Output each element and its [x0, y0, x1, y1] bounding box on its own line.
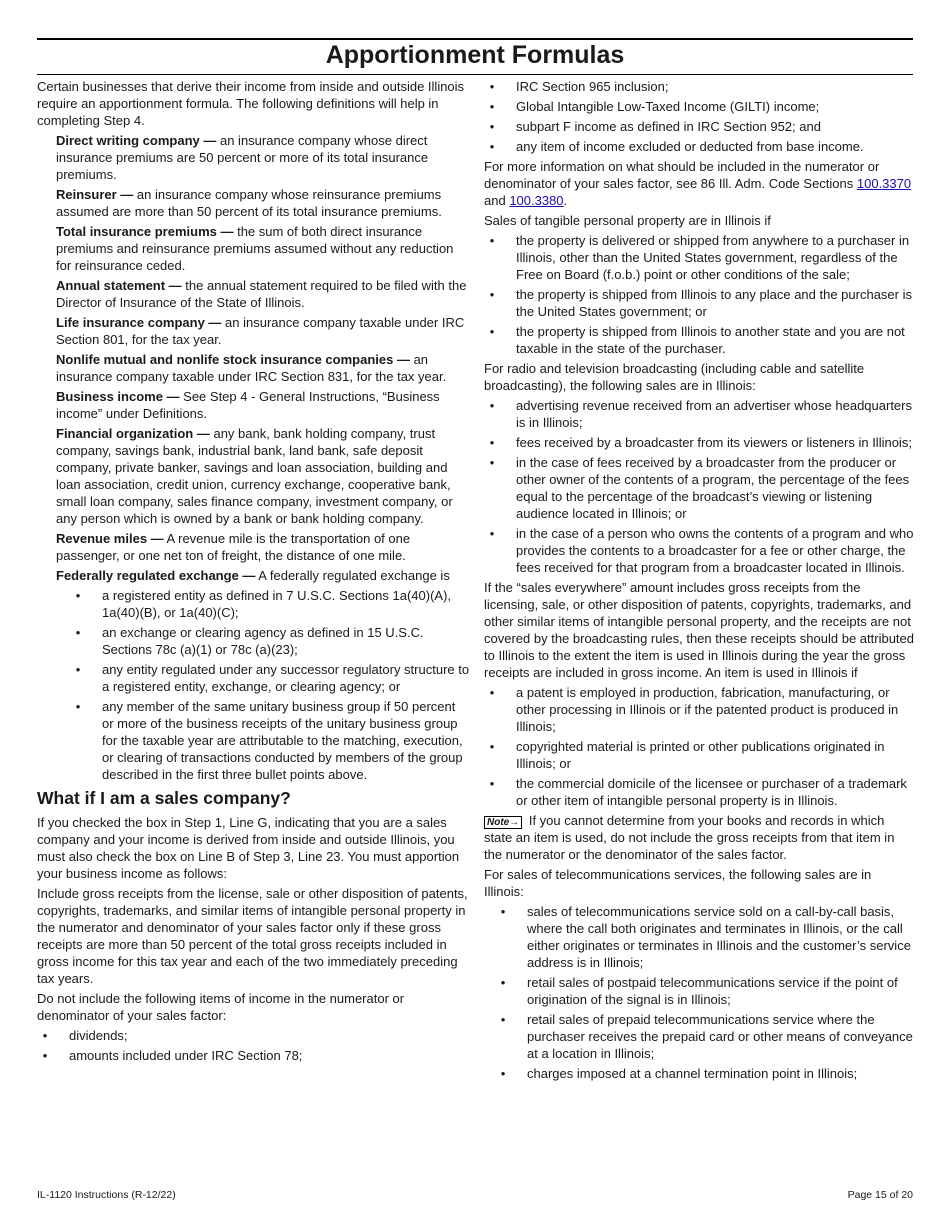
definition-term: Business income —	[56, 389, 180, 404]
footer-form-id: IL-1120 Instructions (R-12/22)	[37, 1189, 176, 1201]
exchange-bullet-text: an exchange or clearing agency as defined in 15 U.S.C. Sections 78c (a)(1) or 78c (a)(23);	[102, 625, 424, 657]
sales-paragraph-1: If you checked the box in Step 1, Line G, indicating that you are a sales company and your income is derived from inside and outside Illinois, you must also check the box on Line B of Step 3, Line 23. You must apportion your business income as follows:	[37, 815, 460, 881]
exclude-bullet-list	[37, 1027, 470, 1064]
exclude-bullet-text: subpart F income as defined in IRC Section 952; and	[516, 119, 821, 134]
exclude-bullet-text: amounts included under IRC Section 78;	[69, 1048, 303, 1063]
exclude-bullet	[37, 1027, 470, 1044]
bullet-icon: •	[500, 975, 506, 990]
exclude-bullet-text: IRC Section 965 inclusion;	[516, 79, 669, 94]
title-rule	[37, 74, 913, 75]
definition-term: Nonlife mutual and nonlife stock insurance companies —	[56, 352, 410, 367]
exclude-bullet-list-continued	[484, 78, 914, 155]
definition-text: A revenue mile is the transportation of one passenger, or one net ton of freight, the distance of one mile.	[56, 531, 411, 563]
definition-item	[37, 388, 470, 422]
exchange-bullet-text: any entity regulated under any successor regulatory structure to a registered entity, exchange, or clearing agency; or	[102, 662, 470, 694]
bullet-icon: •	[489, 398, 495, 413]
bullet-icon: •	[489, 79, 495, 94]
broadcast-bullet-text: in the case of a person who owns the contents of a program and who provides the contents to a broadcaster for a fee or other charge, the fees received for that program from a broadcaster located in Illinois.	[516, 526, 914, 575]
broadcast-bullet	[484, 397, 914, 431]
definition-term: Life insurance company —	[56, 315, 222, 330]
bullet-icon: •	[75, 588, 81, 603]
definition-item	[37, 186, 470, 220]
definition-item	[37, 132, 470, 183]
exclude-bullet	[484, 118, 914, 135]
left-column	[37, 78, 470, 1067]
bullet-icon: •	[75, 699, 81, 714]
broadcast-bullet-text: advertising revenue received from an advertiser whose headquarters is in Illinois;	[516, 398, 912, 430]
exclude-bullet	[484, 98, 914, 115]
bullet-icon: •	[489, 119, 495, 134]
used-in-illinois-bullet-list	[484, 684, 914, 809]
definition-term: Financial organization —	[56, 426, 210, 441]
definition-term: Reinsurer —	[56, 187, 134, 202]
tangible-intro: Sales of tangible personal property are in Illinois if	[484, 213, 771, 228]
definition-text: the annual statement required to be filed with the Director of Insurance of the State of Illinois.	[56, 278, 467, 310]
intro-paragraph: Certain businesses that derive their income from inside and outside Illinois require an apportionment formula. The following definitions will help in completing Step 4.	[37, 79, 465, 128]
bullet-icon: •	[489, 139, 495, 154]
broadcast-bullet-text: fees received by a broadcaster from its viewers or listeners in Illinois;	[516, 435, 912, 450]
exchange-bullet-list	[37, 587, 470, 783]
definition-item	[37, 314, 470, 348]
tangible-bullet-text: the property is shipped from Illinois to any place and the purchaser is the United States government; or	[516, 287, 912, 319]
tangible-bullet-list	[484, 232, 914, 357]
telecom-bullet-text: sales of telecommunications service sold on a call-by-call basis, where the call both originates and terminates in Illinois, or the call either originates or terminates in Illinois and the customer’s service address is in Illinois;	[527, 904, 911, 970]
bullet-icon: •	[489, 455, 495, 470]
bullet-icon: •	[489, 287, 495, 302]
definition-item	[37, 277, 470, 311]
telecom-bullet-text: retail sales of prepaid telecommunications service where the purchaser receives the prepaid card or other means of conveyance at a location in Illinois;	[527, 1012, 913, 1061]
definition-term: Federally regulated exchange —	[56, 568, 256, 583]
definition-text: an insurance company taxable under IRC Section 801, for the tax year.	[56, 315, 465, 347]
used-bullet-text: the commercial domicile of the licensee or purchaser of a trademark or other item of intangible personal property is in Illinois.	[516, 776, 907, 808]
bullet-icon: •	[489, 739, 495, 754]
section-heading: What if I am a sales company?	[37, 788, 291, 808]
definition-text: See Step 4 - General Instructions, “Business income” under Definitions.	[56, 389, 440, 421]
definition-text: any bank, bank holding company, trust company, savings bank, industrial bank, land bank, safe deposit company, private banker, savings and loan association, building and loan association, credit union, currency exchange, cooperative bank, small loan company, sales finance company, investment company, or any person which is owned by a bank or bank holding company.	[56, 426, 453, 526]
exclude-bullet-text: any item of income excluded or deducted from base income.	[516, 139, 864, 154]
definition-text: A federally regulated exchange is	[255, 568, 450, 583]
tangible-bullet-text: the property is shipped from Illinois to another state and you are not taxable in the state of the purchaser.	[516, 324, 905, 356]
used-bullet	[484, 738, 914, 772]
sales-everywhere-paragraph: If the “sales everywhere” amount includes gross receipts from the licensing, sale, or other disposition of patents, copyrights, trademarks, and other similar items of intangible personal property, and the receipts are not covered by the broadcasting rules, then these receipts should be attributed to Illinois to the extent the item is used in Illinois during the year the gross receipts are included in gross income. An item is used in Illinois if	[484, 580, 914, 680]
code-section-link-100-3370[interactable]: 100.3370	[856, 176, 912, 191]
tangible-bullet-text: the property is delivered or shipped from anywhere to a purchaser in Illinois, other than the United States government, regardless of the Free on Board (f.o.b.) point or other conditions of the sale;	[516, 233, 910, 282]
bullet-icon: •	[75, 662, 81, 677]
used-bullet-text: copyrighted material is printed or other publications originated in Illinois; or	[516, 739, 885, 771]
telecom-intro: For sales of telecommunications services, the following sales are in Illinois:	[484, 867, 872, 899]
bullet-icon: •	[489, 324, 495, 339]
bullet-icon: •	[489, 99, 495, 114]
definition-item	[37, 567, 470, 584]
definition-item	[37, 530, 470, 564]
exclude-bullet	[484, 78, 914, 95]
definitions-list	[37, 132, 470, 584]
telecom-bullet-text: charges imposed at a channel termination point in Illinois;	[527, 1066, 858, 1081]
exchange-bullet	[37, 624, 470, 658]
right-column	[484, 78, 914, 1085]
broadcast-bullet-list	[484, 397, 914, 576]
exchange-bullet	[37, 698, 470, 783]
definition-text: an insurance company whose direct insurance premiums are 50 percent or more of its total insurance premiums.	[56, 133, 429, 182]
telecom-bullet	[484, 974, 914, 1008]
bullet-icon: •	[42, 1048, 48, 1063]
exchange-bullet-text: a registered entity as defined in 7 U.S.C. Sections 1a(40)(A), 1a(40)(B), or 1a(40)(C);	[102, 588, 452, 620]
tangible-bullet	[484, 232, 914, 283]
definition-term: Direct writing company —	[56, 133, 217, 148]
exclude-bullet	[37, 1047, 470, 1064]
sales-paragraph-2: Include gross receipts from the license, sale or other disposition of patents, copyrights, trademarks, and similar items of intangible personal property in the numerator and denominator of your sales factor only if these gross receipts are more than 50 percent of the total gross receipts included in gross income for this tax year and each of the two immediately preceding tax years.	[37, 886, 468, 986]
bullet-icon: •	[489, 776, 495, 791]
page-title: Apportionment Formulas	[325, 41, 625, 69]
definition-term: Revenue miles —	[56, 531, 164, 546]
note-icon: Note→	[484, 816, 522, 829]
telecom-bullet-list	[484, 903, 914, 1082]
bullet-icon: •	[489, 233, 495, 248]
used-bullet	[484, 684, 914, 735]
sales-paragraph-3: Do not include the following items of income in the numerator or denominator of your sales factor:	[37, 991, 405, 1023]
exchange-bullet	[37, 587, 470, 621]
definition-text: an insurance company taxable under IRC Section 831, for the tax year.	[56, 352, 447, 384]
used-bullet	[484, 775, 914, 809]
code-section-link-100-3380[interactable]: 100.3380	[509, 193, 564, 208]
telecom-bullet	[484, 1011, 914, 1062]
bullet-icon: •	[489, 526, 495, 541]
exclude-bullet-text: Global Intangible Low-Taxed Income (GILTI) income;	[516, 99, 820, 114]
bullet-icon: •	[500, 904, 506, 919]
broadcast-bullet	[484, 434, 914, 451]
telecom-bullet	[484, 903, 914, 971]
telecom-bullet-text: retail sales of postpaid telecommunications service if the point of origination of the signal is in Illinois;	[527, 975, 898, 1007]
exchange-bullet	[37, 661, 470, 695]
used-bullet-text: a patent is employed in production, fabrication, manufacturing, or other processing in Illinois or if the patented product is produced in Illinois;	[516, 685, 899, 734]
tangible-bullet	[484, 286, 914, 320]
bullet-icon: •	[489, 435, 495, 450]
bullet-icon: •	[75, 625, 81, 640]
definition-text: an insurance company whose reinsurance premiums assumed are more than 50 percent of its total insurance premiums.	[56, 187, 442, 219]
footer-page-number: Page 15 of 20	[847, 1189, 913, 1201]
telecom-bullet	[484, 1065, 914, 1082]
exclude-bullet-text: dividends;	[69, 1028, 128, 1043]
exclude-bullet	[484, 138, 914, 155]
definition-item	[37, 223, 470, 274]
definition-item	[37, 351, 470, 385]
bullet-icon: •	[42, 1028, 48, 1043]
bullet-icon: •	[489, 685, 495, 700]
broadcast-bullet	[484, 525, 914, 576]
bullet-icon: •	[500, 1066, 506, 1081]
more-info-paragraph: For more information on what should be included in the numerator or denominator of your sales factor, see 86 Ill. Adm. Code Sections 100.3370 and 100.3380.	[484, 159, 912, 208]
broadcast-bullet	[484, 454, 914, 522]
tangible-bullet	[484, 323, 914, 357]
broadcast-intro: For radio and television broadcasting (including cable and satellite broadcasting), the following sales are in Illinois:	[484, 361, 865, 393]
note-paragraph: Note→ If you cannot determine from your books and records in which state an item is used, do not include the gross receipts from that item in the numerator or the denominator of the sales factor.	[484, 813, 895, 862]
exchange-bullet-text: any member of the same unitary business group if 50 percent or more of the business receipts of the unitary business group for the taxable year are attributable to the matching, execution, or clearing of transactions conducted by members of the group described in the first three bullet points above.	[102, 699, 463, 782]
definition-item	[37, 425, 470, 527]
broadcast-bullet-text: in the case of fees received by a broadcaster from the producer or other owner of the contents of a program, the percentage of the fees equal to the percentage of the broadcast’s viewing or listening audience located in Illinois; or	[516, 455, 910, 521]
definition-term: Total insurance premiums —	[56, 224, 234, 239]
bullet-icon: •	[500, 1012, 506, 1027]
definition-text: the sum of both direct insurance premiums and reinsurance premiums assumed without any reduction for reinsurance ceded.	[56, 224, 454, 273]
definition-term: Annual statement —	[56, 278, 182, 293]
